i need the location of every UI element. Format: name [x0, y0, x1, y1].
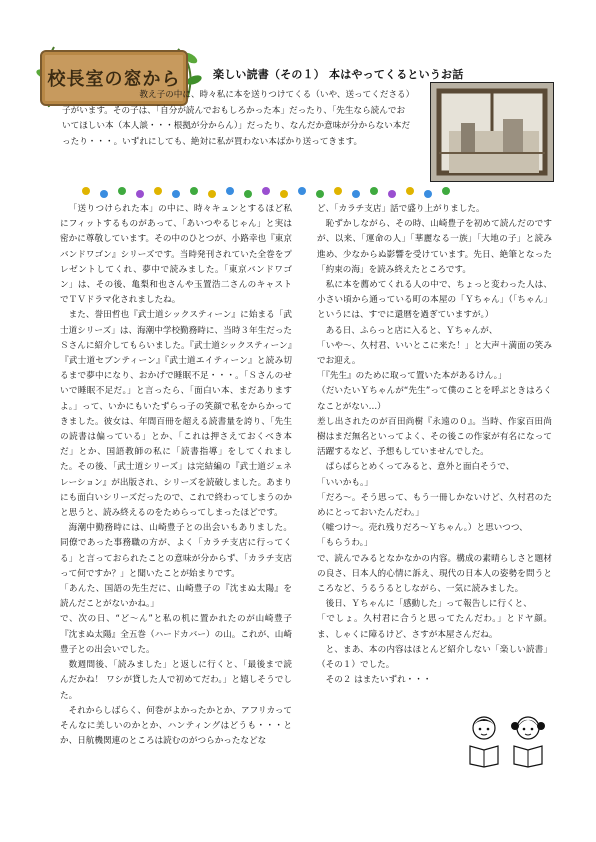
body-paragraph: （嘘つけ～。売れ残りだろ～Ｙちゃん。）と思いつつ、 [317, 523, 528, 534]
intro-paragraph [62, 88, 412, 150]
reading-children-icon [462, 712, 552, 768]
body-paragraph: 「だろ～。そう思って、もう一冊しかないけど、久村君のためにとっておいたんだわ。」 [317, 492, 552, 519]
decorative-dot [262, 187, 270, 195]
decorative-dot [388, 190, 396, 198]
body-paragraph: 「もらうわ。」 [317, 538, 373, 549]
body-paragraph: で、読んでみるとなかなかの内容。構成の素晴らしさと題材の良さ、日本人的心情に訴え、現代の日本人の姿勢を問うところなど、うるうるとしながら、一気に読みました。 [317, 553, 552, 595]
body-paragraph: 私に本を薦めてくれる人の中で、ちょっと変わった人は、小さい頃から通っている町の本屋の「Ｙちゃん」（「ちゃん」というには、すでに還暦を過ぎていますが。） [317, 280, 552, 321]
window-photo-image [431, 83, 553, 181]
body-paragraph: それからしばらく、何巻がよかったかとか、アフリカってそんなに美しいのかとか、ハンティングはどうも・・・とか、日航機関連のところは読むのがつらかったなどな [60, 705, 292, 747]
body-paragraph: 数週間後、「読みました」と返しに行くと、「最後まで読んだかね！ ワシが貸した人で初めてだわ。」と嬉しそうでした。 [60, 660, 292, 701]
decorative-dot [136, 190, 144, 198]
right-column [317, 202, 552, 689]
decorative-dots [80, 185, 460, 199]
decorative-dot [244, 190, 252, 198]
body-paragraph: 「あんた、国語の先生だに、山崎豊子の『沈まぬ太陽』を読んだことがないかね。」 [60, 584, 292, 610]
decorative-dot [424, 190, 432, 198]
decorative-dot [172, 190, 180, 198]
decorative-dot [208, 190, 216, 198]
body-paragraph: また、誉田哲也『武士道シックスティーン』に始まる「武士道シリーズ」は、海潮中学校勤務時に、当時３年生だったＳさんに紹介してもらいました。『武士道シックスティーン』『武士道セブンティーン』『武士道エイティーン』と読み切るまで夢中になり、おかげで睡眠不足・・・。「Ｓさんのせいで睡眠不足だ。」と言ったら、「面白い本、まだありますよ。」って、いかにもいたずらっ子の笑顔で私をからかってきました。彼女は、年間百冊を超える読書量を誇り、「先生の読書は偏っている」とか、「これは押さえておくべき本だ」とか、国語教師の私に「読書指導」をしてくれました。その後、「武士道シリーズ」は完結編の『武士道ジェネレーション』が出版され、シリーズを読破しました。あまりにも面白いシリーズだったので、これで終わってしまうのかと思うと、読み終えるのをためらってしまったほどです。 [60, 310, 292, 519]
bookstore-photo [430, 82, 554, 182]
body-paragraph: ど、「カラチ支店」話で盛り上がりました。 [317, 204, 485, 214]
decorative-dot [352, 190, 360, 198]
decorative-dot [226, 187, 234, 195]
body-paragraph: と、まあ、本の内容はほとんど紹介しない「楽しい読書」（その１）でした。 [317, 644, 552, 671]
decorative-dot [334, 187, 342, 195]
body-paragraph: で、次の日、“ど～ん”と私の机に置かれたのが山崎豊子『沈まぬ太陽』全五巻（ハードカバー）の山。これが、山崎豊子との出会いでした。 [60, 614, 292, 655]
body-paragraph: 差し出されたのが百田尚樹『永遠の０』。当時、作家百田尚樹はまだ無名といってよく、その後この作家が有名になって活躍するなど、予想もしていませんでした。 [317, 416, 552, 458]
body-paragraph: 海潮中勤務時には、山崎豊子との出会いもありました。同僚であった事務職の方が、よく「カラチ支店に行ってくる」と言っておられたことの意味が分からず、「カラチ支店って何ですか？」と聞いたことが始まりです。 [60, 523, 292, 579]
decorative-dot [442, 187, 450, 195]
sign-title: 校長室の窓から [47, 69, 181, 90]
body-paragraph: （だいたいＹちゃんが“先生”って僕のことを呼ぶときはろくなことがない…） [317, 386, 552, 412]
body-paragraph: ある日、ふらっと店に入ると、Ｙちゃんが、 [325, 325, 498, 336]
body-paragraph: 後日、Ｙちゃんに「感動した」って報告しに行くと、 [325, 599, 532, 610]
decorative-dot [298, 187, 306, 195]
body-paragraph: 「いや～、久村君、いいとこに来た！」と大声＋満面の笑みでお迎え。 [317, 340, 552, 367]
body-paragraph: 「送りつけられた本」の中に、時々キュンとするほど私にフィットするものがあって、「あいつやるじゃん」と実は密かに尊敬しています。その中のひとつが、小路幸也『東京バンドワゴン』シリーズです。当時発刊されていた全巻をプレゼントしてくれ、夢中で読みました。「東京バンドワゴン」は、その後、亀梨和也さんや玉置浩二さんのキャストでＴＶドラマ化されましたね。 [60, 204, 292, 306]
intro-text: 教え子の中に、時々私に本を送りつけてくる（いや、送ってくださる）子がいます。その子は、「自分が読んでおもしろかった本」だったり、「先生なら読んでおいてほしい本（本人談・・・根拠が分からん）」だったり、なんだか意味が分からない本だったり・・・。いずれにしても、絶対に私が買わない本ばかり送ってきます。 [62, 90, 411, 147]
body-paragraph: 恥ずかしながら、その時、山崎豊子を初めて読んだのですが、以来、「運命の人」「華麗なる一族」「大地の子」と読み進め、少なからぬ影響を受けています。先日、絶筆となった「約束の海」を読み終えたところです。 [317, 219, 552, 275]
body-paragraph: その２ はまたいずれ・・・ [325, 675, 432, 686]
body-paragraph: 「いいかも。」 [317, 477, 373, 488]
decorative-dot [100, 190, 108, 198]
left-column [60, 202, 292, 749]
body-paragraph: 「でしょ。久村君に合うと思ってたんだわ。」とドヤ顔。ま、しゃくに障るけど、さすが本屋さんだね。 [317, 614, 552, 640]
decorative-dot [280, 190, 288, 198]
decorative-dot [370, 187, 378, 195]
article-title: 楽しい読書（その１） 本はやってくるというお話 [213, 68, 464, 81]
decorative-dot [316, 190, 324, 198]
body-paragraph: 「『先生』のために取って置いた本があるけん。」 [317, 371, 507, 382]
decorative-dot [190, 187, 198, 195]
decorative-dot [82, 187, 90, 195]
body-paragraph: ぱらぱらとめくってみると、意外と面白そうで、 [325, 462, 515, 473]
decorative-dot [406, 187, 414, 195]
decorative-dot [154, 187, 162, 195]
decorative-dot [118, 187, 126, 195]
